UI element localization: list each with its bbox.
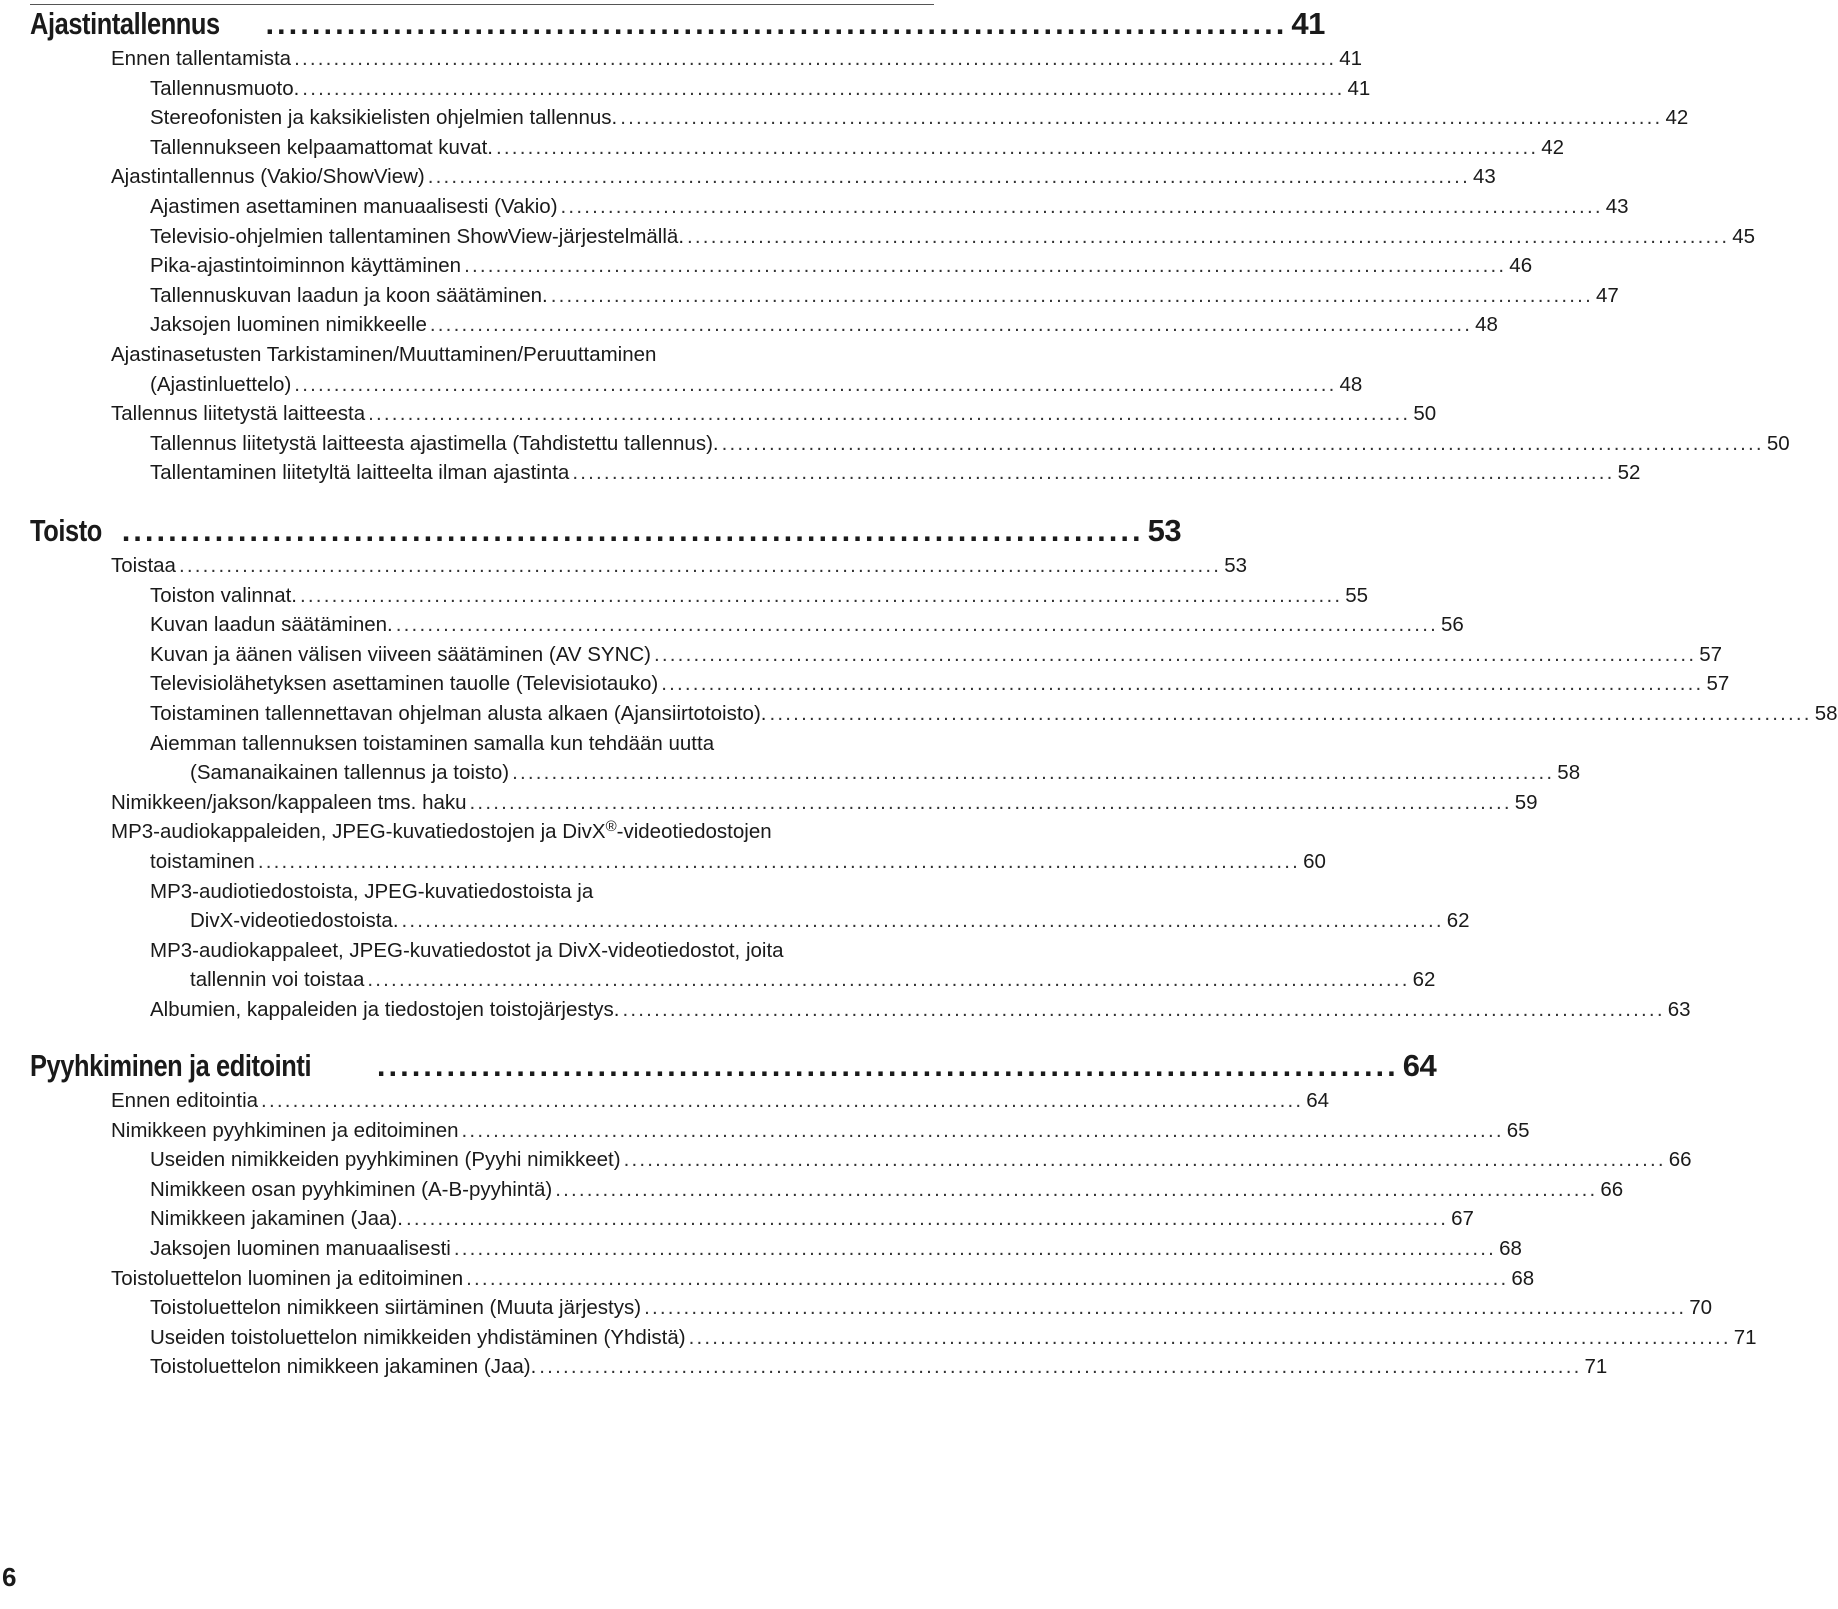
toc-entry: MP3-audiokappaleiden, JPEG-kuvatiedostojen ja DivX®-videotiedostojen <box>111 818 772 844</box>
toc-entry: Jaksojen luominen nimikkeelle .................................................................................................................................... 48 <box>150 313 1498 337</box>
toc-entry: Toistaa .................................................................................................................................... 53 <box>111 554 1247 577</box>
toc-entry: Ennen tallentamista .................................................................................................................................... 41 <box>111 47 1363 70</box>
toc-entry: Tallennuskuvan laadun ja koon säätäminen. .................................................................................................................................... 47 <box>150 283 1619 307</box>
toc-section-ajastintallennus <box>30 4 1790 488</box>
toc-entry: MP3-audiokappaleet, JPEG-kuvatiedostot ja DivX-videotiedostot, joita <box>150 938 784 962</box>
toc-entry: toistaminen .................................................................................................................................... 60 <box>150 849 1326 873</box>
toc-entry: MP3-audiotiedostoista, JPEG-kuvatiedostoista ja <box>150 879 594 903</box>
toc-entry: Tallennus liitetystä laitteesta .................................................................................................................................... 50 <box>111 402 1437 426</box>
toc-entry: Nimikkeen osan pyyhkiminen (A-B-pyyhintä) .................................................................................................................................... 66 <box>150 1177 1624 1201</box>
toc-entry: (Ajastinluettelo) .................................................................................................................................... 48 <box>150 372 1363 396</box>
toc-entry: Toiston valinnat. .................................................................................................................................... 55 <box>150 583 1369 607</box>
toc-entry: Toistoluettelon nimikkeen jakaminen (Jaa). .................................................................................................................................... 71 <box>150 1355 1608 1379</box>
toc-entry: Televisio-ohjelmien tallentaminen ShowView-järjestelmällä. .................................................................................................................................... 45 <box>150 224 1756 248</box>
toc-entry: Tallennus liitetystä laitteesta ajastimella (Tahdistettu tallennus). .................................................................................................................................... 50 <box>150 431 1790 455</box>
toc-entry: DivX-videotiedostoista. .................................................................................................................................... 62 <box>190 909 1470 933</box>
section-heading <box>30 1046 1437 1086</box>
registered-mark: ® <box>605 818 617 836</box>
section-heading <box>30 511 1182 551</box>
section-page: 41 <box>1291 6 1325 41</box>
toc-entry: Toistaminen tallennettavan ohjelman alusta alkaen (Ajansiirtotoisto). .................................................................................................................................... 58 <box>150 701 1838 725</box>
page-number: 6 <box>2 1562 17 1592</box>
toc-entry: Toistoluettelon nimikkeen siirtäminen (Muuta järjestys) .................................................................................................................................... 70 <box>150 1296 1713 1320</box>
toc-entry: Aiemman tallennuksen toistaminen samalla kun tehdään uutta <box>150 731 715 755</box>
toc-entry: Nimikkeen pyyhkiminen ja editoiminen .................................................................................................................................... 65 <box>111 1118 1530 1142</box>
toc-entry: (Samanaikainen tallennus ja toisto) .................................................................................................................................... 58 <box>190 761 1581 785</box>
section-page: 64 <box>1402 1048 1437 1083</box>
leader-dots: ........................................................................................ <box>376 1048 1399 1083</box>
toc-entry: tallennin voi toistaa .................................................................................................................................... 62 <box>190 968 1436 992</box>
toc-entry: Useiden toistoluettelon nimikkeiden yhdistäminen (Yhdistä) .................................................................................................................................... 71 <box>150 1325 1757 1349</box>
toc-section-toisto <box>30 511 1838 1025</box>
toc-entry: Tallentaminen liitetyltä laitteelta ilman ajastinta .................................................................................................................................... 52 <box>150 461 1641 485</box>
toc-entry: Tallennukseen kelpaamattomat kuvat. .................................................................................................................................... 42 <box>150 135 1565 159</box>
leader-dots: ........................................................................................ <box>121 513 1144 548</box>
toc-entry: Pika-ajastintoiminnon käyttäminen .................................................................................................................................... 46 <box>150 254 1533 278</box>
toc-entry: Useiden nimikkeiden pyyhkiminen (Pyyhi nimikkeet) .................................................................................................................................... 66 <box>150 1148 1692 1172</box>
toc-entry: Ajastinasetusten Tarkistaminen/Muuttaminen/Peruuttaminen <box>111 342 657 366</box>
leader-dots: ........................................................................................ <box>265 6 1288 41</box>
toc-entry: Stereofonisten ja kaksikielisten ohjelmien tallennus. .................................................................................................................................... 42 <box>150 106 1689 130</box>
toc-entry: Albumien, kappaleiden ja tiedostojen toistojärjestys. .................................................................................................................................... 63 <box>150 997 1691 1021</box>
section-title: Toisto <box>30 513 102 548</box>
section-title: Ajastintallennus <box>30 6 220 41</box>
toc-entry: Ajastimen asettaminen manuaalisesti (Vakio) .................................................................................................................................... 43 <box>150 194 1629 218</box>
section-title: Pyyhkiminen ja editointi <box>30 1048 312 1083</box>
toc-entry: Kuvan ja äänen välisen viiveen säätäminen (AV SYNC) .................................................................................................................................... 57 <box>150 642 1723 666</box>
toc-entry: Tallennusmuoto. .................................................................................................................................... 41 <box>150 76 1371 100</box>
toc-entry: Toistoluettelon luominen ja editoiminen .................................................................................................................................... 68 <box>111 1266 1535 1290</box>
toc-entry: Nimikkeen/jakson/kappaleen tms. haku .................................................................................................................................... 59 <box>111 790 1538 814</box>
toc-entry: Televisiolähetyksen asettaminen tauolle (Televisiotauko) .................................................................................................................................... 57 <box>150 672 1730 696</box>
toc-section-pyyhkiminen <box>30 1046 1757 1382</box>
toc-entry: Ajastintallennus (Vakio/ShowView) .................................................................................................................................... 43 <box>111 165 1496 189</box>
toc-entry: Kuvan laadun säätäminen. .................................................................................................................................... 56 <box>150 613 1464 637</box>
section-page: 53 <box>1147 513 1182 548</box>
toc-entry: Jaksojen luominen manuaalisesti .................................................................................................................................... 68 <box>150 1236 1522 1260</box>
toc-entry: Ennen editointia .................................................................................................................................... 64 <box>111 1089 1330 1112</box>
toc-entry: Nimikkeen jakaminen (Jaa). .................................................................................................................................... 67 <box>150 1207 1474 1231</box>
section-heading <box>30 4 1325 44</box>
